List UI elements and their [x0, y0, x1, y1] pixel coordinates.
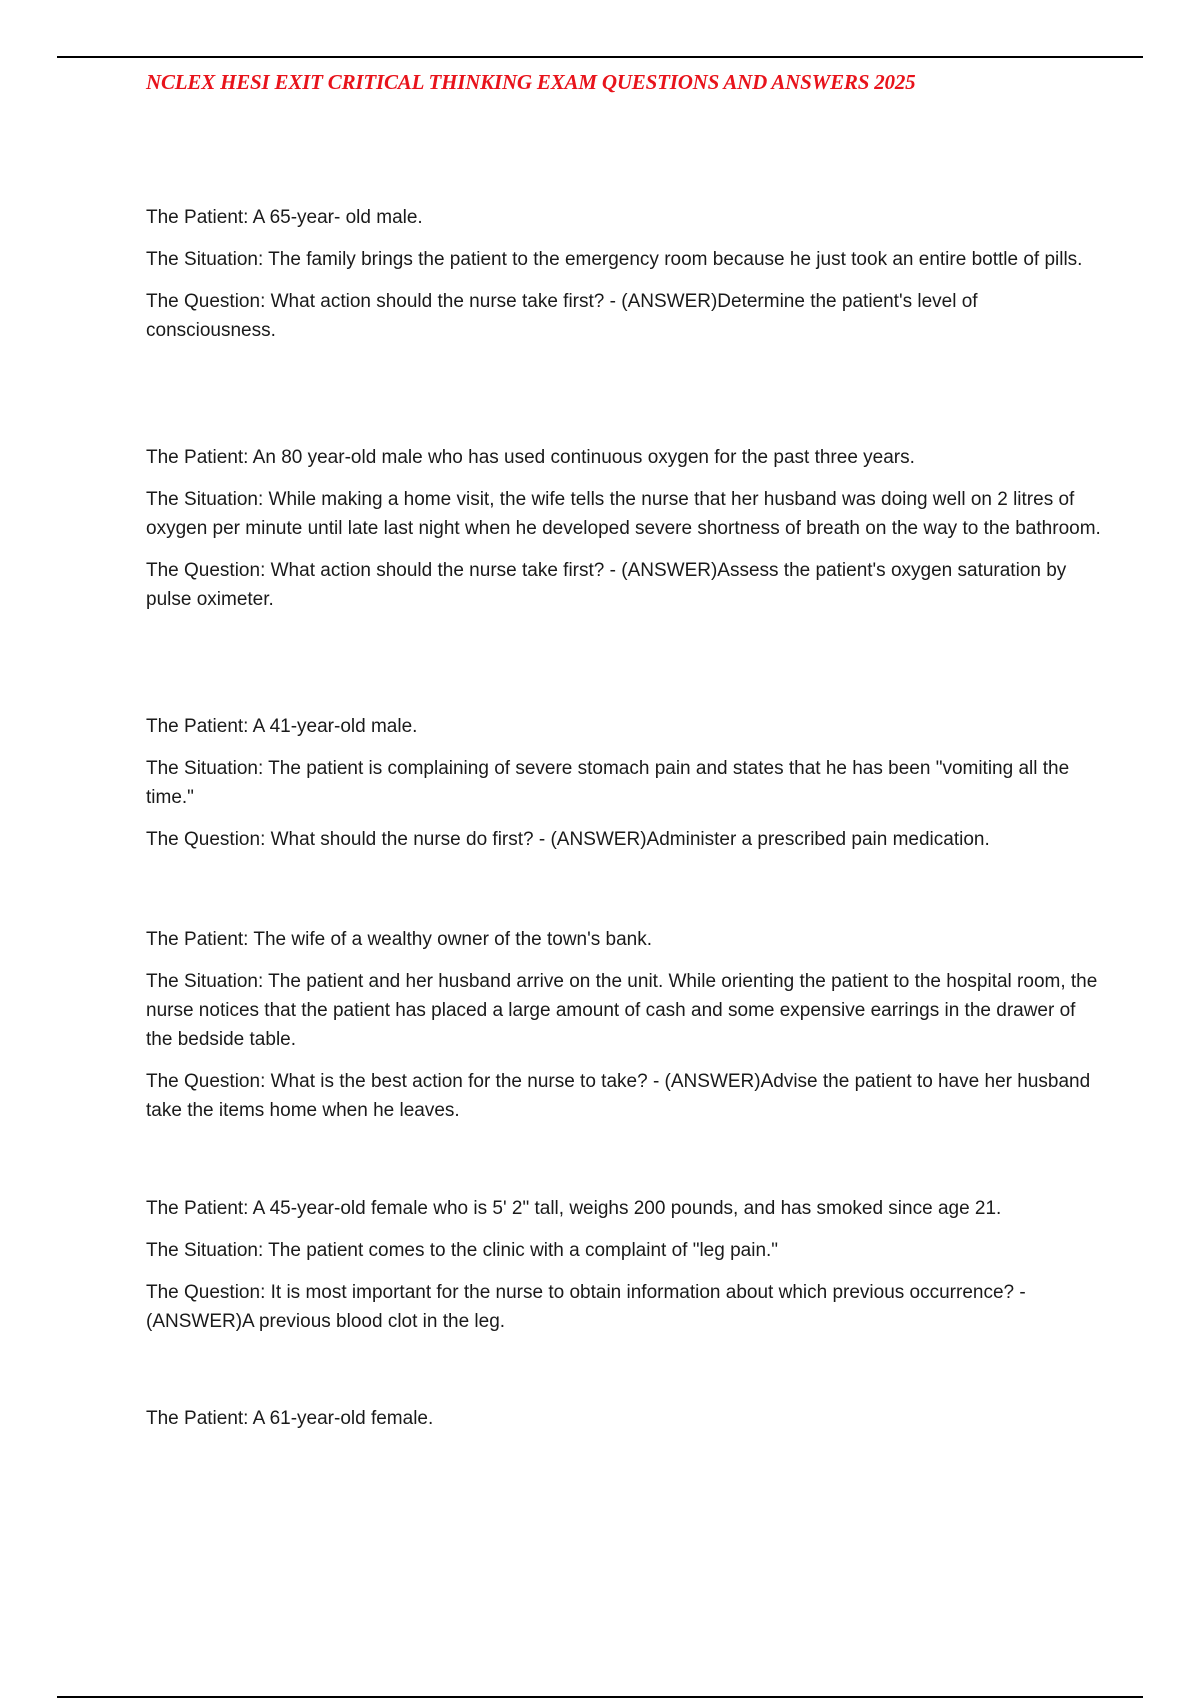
patient-line: The Patient: A 45-year-old female who is 5' 2" tall, weighs 200 pounds, and has smoked since age 21. — [146, 1198, 1002, 1219]
situation-line: The Situation: The patient and her husband arrive on the unit. While orienting the patient to the hospital room, the nurse notices that the patient has placed a large amount of cash and some expensive earrings in the drawer of the bedside table. — [146, 971, 1098, 1050]
question-line: The Question: What action should the nurse take first? - (ANSWER)Determine the patient's level of consciousness. — [146, 291, 978, 341]
question-line: The Question: What action should the nurse take first? - (ANSWER)Assess the patient's oxygen saturation by pulse oximeter. — [146, 560, 1067, 610]
question-line: The Question: What is the best action for the nurse to take? - (ANSWER)Advise the patient to have her husband take the items home when he leaves. — [146, 1071, 1091, 1121]
scenario-6 — [146, 1404, 1101, 1433]
scenario-1 — [146, 203, 1101, 345]
scenario-3 — [146, 712, 1101, 854]
document-title: NCLEX HESI EXIT CRITICAL THINKING EXAM QUESTIONS AND ANSWERS 2025 — [146, 70, 916, 94]
patient-line: The Patient: An 80 year-old male who has used continuous oxygen for the past three years. — [146, 447, 915, 468]
patient-line: The Patient: The wife of a wealthy owner of the town's bank. — [146, 929, 653, 950]
situation-line: The Situation: The family brings the patient to the emergency room because he just took an entire bottle of pills. — [146, 249, 1083, 270]
patient-line: The Patient: A 41-year-old male. — [146, 716, 418, 737]
question-line: The Question: It is most important for the nurse to obtain information about which previous occurrence? - (ANSWER)A previous blood clot in the leg. — [146, 1282, 1026, 1332]
scenario-5 — [146, 1194, 1101, 1336]
scenario-2 — [146, 443, 1101, 614]
question-line: The Question: What should the nurse do first? - (ANSWER)Administer a prescribed pain medication. — [146, 829, 990, 850]
scenario-4 — [146, 925, 1101, 1125]
top-rule — [57, 56, 1143, 58]
situation-line: The Situation: The patient is complaining of severe stomach pain and states that he has been "vomiting all the time." — [146, 758, 1070, 808]
situation-line: The Situation: The patient comes to the clinic with a complaint of "leg pain." — [146, 1240, 779, 1261]
situation-line: The Situation: While making a home visit, the wife tells the nurse that her husband was doing well on 2 litres of oxygen per minute until late last night when he developed severe shortness of breath on the way to the bathroom. — [146, 489, 1101, 539]
bottom-rule — [57, 1696, 1143, 1698]
patient-line: The Patient: A 61-year-old female. — [146, 1408, 434, 1429]
patient-line: The Patient: A 65-year- old male. — [146, 207, 423, 228]
